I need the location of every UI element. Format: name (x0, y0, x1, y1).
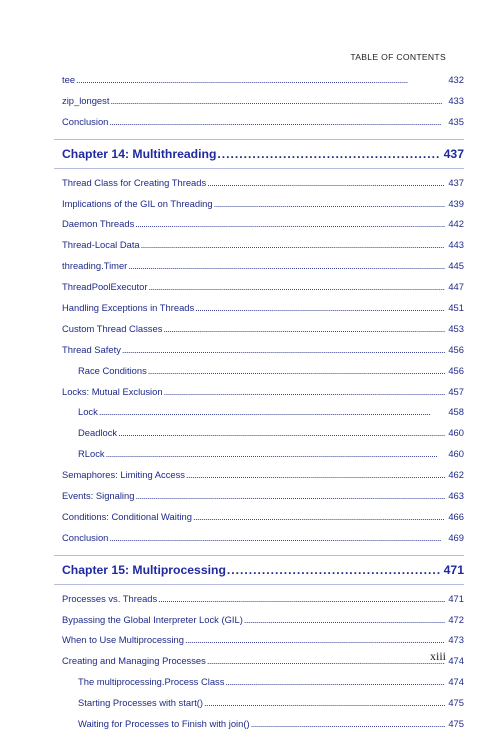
running-header: TABLE OF CONTENTS (350, 52, 446, 62)
toc-entry-page: 475 (448, 697, 464, 709)
toc-entry[interactable] (62, 214, 464, 235)
toc-entry[interactable] (62, 340, 464, 361)
toc-entry[interactable] (62, 589, 464, 610)
toc-entry-page: 471 (448, 592, 464, 604)
toc-entry-title: Locks: Mutual Exclusion (62, 385, 163, 397)
toc-entry-title: Starting Processes with start() (78, 697, 204, 709)
toc-entry-page: 462 (448, 469, 464, 481)
toc-entry[interactable] (62, 402, 464, 423)
dot-leader (225, 672, 445, 693)
toc-entry[interactable] (62, 528, 464, 549)
dot-leader (214, 194, 446, 215)
toc-entry-title: Thread-Local Data (62, 239, 140, 251)
toc-entry[interactable] (62, 382, 464, 403)
toc-entry-title: Creating and Managing Processes (62, 655, 206, 667)
toc-entry-title: Conclusion (62, 531, 109, 543)
dot-leader (99, 402, 446, 423)
toc-entry-page: 456 (448, 364, 464, 376)
dot-leader (158, 589, 445, 610)
dot-leader (122, 340, 445, 361)
dot-leader (148, 361, 446, 382)
toc-entry[interactable] (62, 112, 464, 133)
toc-entry-title: Thread Safety (62, 343, 121, 355)
toc-entry[interactable] (62, 256, 464, 277)
toc-entry-page: 433 (448, 94, 464, 106)
toc-entry[interactable] (62, 486, 464, 507)
toc-entry-title: The multiprocessing.Process Class (78, 676, 225, 688)
toc-entry-page: 435 (448, 115, 464, 127)
toc-entry-title: Conclusion (62, 115, 109, 127)
toc-entry-title: Custom Thread Classes (62, 322, 163, 334)
dot-leader (186, 465, 445, 486)
dot-leader (148, 277, 445, 298)
toc-entry[interactable] (62, 693, 464, 714)
toc-entry-title: RLock (78, 448, 105, 460)
toc-chapter-entry[interactable] (54, 555, 464, 585)
dot-leader (109, 528, 445, 549)
toc-entry[interactable] (62, 444, 464, 465)
toc-entry-title: Events: Signaling (62, 490, 135, 502)
toc-entry-title: threading.Timer (62, 260, 128, 272)
dot-leader (227, 556, 441, 584)
toc-entry-title: Semaphores: Limiting Access (62, 469, 185, 481)
toc-entry[interactable] (62, 194, 464, 215)
table-of-contents (62, 70, 464, 735)
dot-leader (128, 256, 445, 277)
toc-entry-page: 453 (448, 322, 464, 334)
toc-entry[interactable] (62, 714, 464, 735)
toc-entry-title: Race Conditions (78, 364, 147, 376)
toc-entry-page: 456 (448, 343, 464, 355)
toc-entry-page: 437 (443, 146, 464, 161)
toc-entry[interactable] (62, 235, 464, 256)
toc-entry-title: Chapter 15: Multiprocessing (62, 562, 226, 577)
toc-entry-title: Bypassing the Global Interpreter Lock (GIL) (62, 613, 243, 625)
toc-entry[interactable] (62, 173, 464, 194)
toc-entry[interactable] (62, 630, 464, 651)
toc-entry[interactable] (62, 465, 464, 486)
dot-leader (135, 486, 445, 507)
dot-leader (135, 214, 445, 235)
toc-entry-page: 443 (448, 239, 464, 251)
dot-leader (251, 714, 446, 735)
toc-entry-page: 458 (448, 406, 464, 418)
toc-entry[interactable] (62, 423, 464, 444)
dot-leader (110, 91, 445, 112)
dot-leader (106, 444, 446, 465)
toc-entry[interactable] (62, 672, 464, 693)
toc-entry-page: 473 (448, 634, 464, 646)
dot-leader (193, 507, 445, 528)
toc-entry-page: 474 (448, 676, 464, 688)
toc-entry-page: 471 (443, 562, 464, 577)
dot-leader (195, 298, 445, 319)
toc-entry-page: 474 (448, 655, 464, 667)
dot-leader (164, 382, 446, 403)
toc-entry-title: Chapter 14: Multithreading (62, 146, 217, 161)
toc-entry[interactable] (62, 610, 464, 631)
toc-entry[interactable] (62, 298, 464, 319)
toc-entry-title: When to Use Multiprocessing (62, 634, 184, 646)
dot-leader (217, 140, 440, 168)
toc-entry-page: 437 (448, 176, 464, 188)
toc-entry-title: Deadlock (78, 427, 118, 439)
dot-leader (109, 112, 445, 133)
toc-entry-page: 475 (448, 718, 464, 730)
dot-leader (207, 173, 445, 194)
toc-entry-page: 439 (448, 197, 464, 209)
toc-entry-page: 445 (448, 260, 464, 272)
dot-leader (207, 651, 446, 672)
page-number: xiii (429, 649, 446, 663)
toc-entry-title: ThreadPoolExecutor (62, 281, 148, 293)
toc-entry-title: tee (62, 74, 76, 85)
toc-entry-page: 469 (448, 531, 464, 543)
toc-entry[interactable] (62, 91, 464, 112)
toc-entry-page: 466 (448, 510, 464, 522)
toc-entry-page: 457 (448, 385, 464, 397)
toc-entry-page: 463 (448, 490, 464, 502)
toc-entry[interactable] (62, 70, 464, 91)
toc-entry-title: Processes vs. Threads (62, 592, 158, 604)
toc-entry[interactable] (62, 507, 464, 528)
toc-entry[interactable] (62, 319, 464, 340)
dot-leader (118, 423, 445, 444)
dot-leader (204, 693, 445, 714)
toc-entry-title: Implications of the GIL on Threading (62, 197, 213, 209)
dot-leader (185, 630, 445, 651)
dot-leader (244, 610, 446, 631)
toc-entry[interactable] (62, 651, 464, 672)
toc-entry-page: 460 (448, 427, 464, 439)
toc-entry-title: Waiting for Processes to Finish with join() (78, 718, 250, 730)
toc-entry[interactable] (62, 361, 464, 382)
dot-leader (163, 319, 445, 340)
toc-entry-page: 460 (448, 448, 464, 460)
toc-entry-title: Daemon Threads (62, 218, 135, 230)
toc-entry-title: Handling Exceptions in Threads (62, 302, 195, 314)
toc-entry[interactable] (62, 277, 464, 298)
toc-entry-page: 442 (448, 218, 464, 230)
toc-chapter-entry[interactable] (54, 139, 464, 169)
toc-entry-page: 472 (448, 613, 464, 625)
dot-leader (76, 70, 445, 91)
toc-entry-title: Lock (78, 406, 98, 418)
toc-entry-page: 432 (448, 74, 464, 85)
toc-entry-page: 451 (448, 302, 464, 314)
toc-entry-title: Thread Class for Creating Threads (62, 176, 207, 188)
toc-entry-page: 447 (448, 281, 464, 293)
dot-leader (141, 235, 446, 256)
toc-entry-title: Conditions: Conditional Waiting (62, 510, 192, 522)
toc-entry-title: zip_longest (62, 94, 110, 106)
